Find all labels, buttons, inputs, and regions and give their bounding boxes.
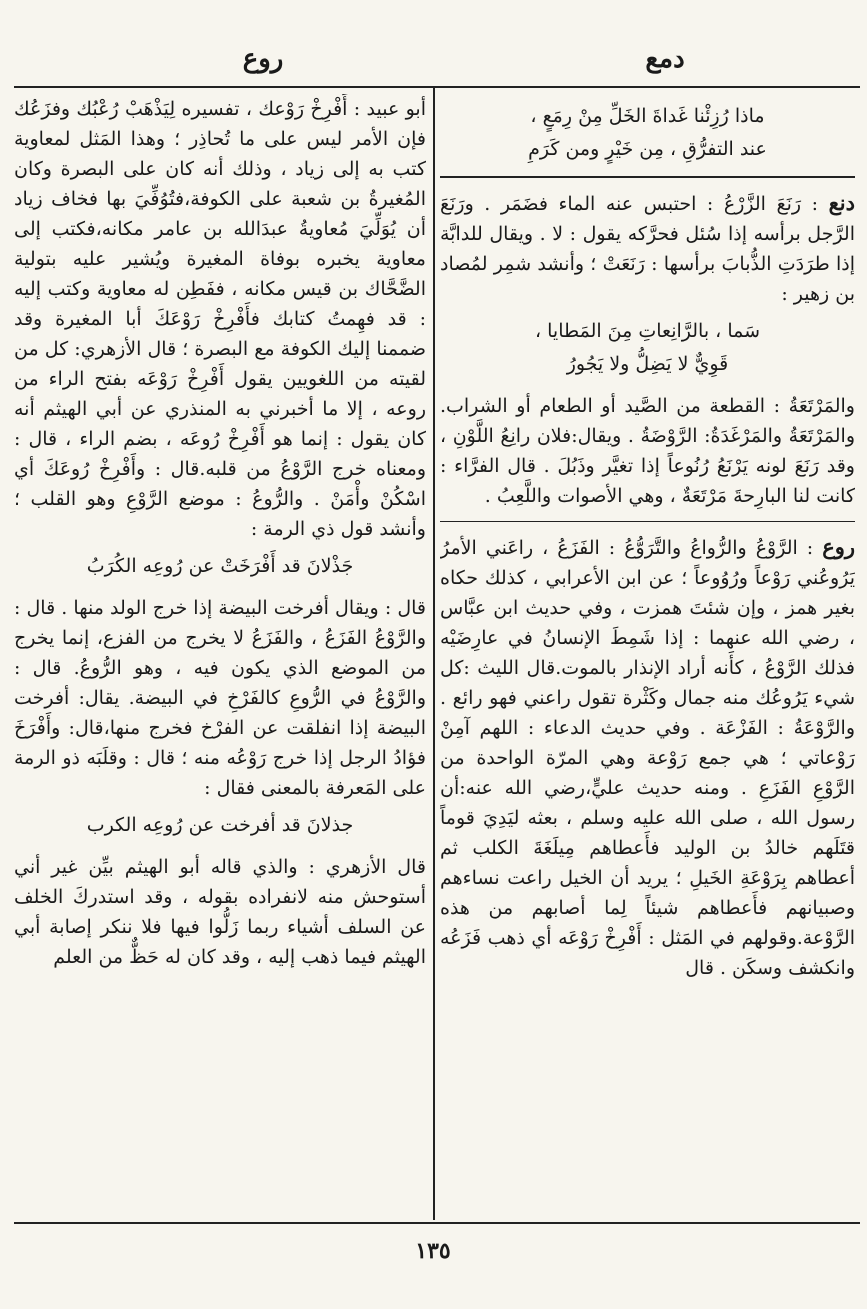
entry-separator [440,176,855,178]
entry-paragraph: والمَرْتَعَةُ : القطعة من الصَّيد أو الطعام أو الشراب. والمَرْتَعَةُ والمَرْغَدَةُ: الرَّوْضَةُ . ويقال:فلان رانِعُ اللَّوْنِ ، وقد رَنَعَ لونه يَرْنَعُ رُنُوعاً إذا تغيَّر وذَبُلَ . قال الفرَّاء : كانت لنا البارِحةَ مَرْتَعَةٌ ، وهي الأصوات واللَّعِبُ . [440,394,855,507]
entry-paragraph: أبو عبيد : أَفْرِخْ رَوْعك ، تفسيره لِيَذْهَبْ رُعْبُك وفزَعُك فإن الأمر ليس على ما تُحاذِر ؛ وهذا المَثل لمعاوية كتب به إلى زياد ، وذلك أنه كان على البصرة وكان المُغيرةُ بن شعبة على الكوفة،فتُوُفِّيَ بها فخاف زياد أن يُوَلِّيَ مُعاويةُ عبدَالله بن عامر مكانه،فكتب إلى معاوية يخبره بوفاة المغيرة ويُشير عليه بتولية الضَّحَّاك بن قيس مكانه ، ففَطِن له معاوية وكتب إليه : قد فهِمتُ كتابك فأَفْرِخْ رَوْعَكَ أبا المغيرة وقد ضممنا إليك الكوفة مع البصرة ؛ قال الأزهري: كل من لقيته من اللغويين يقول أَفْرِخْ رَوْعَه بفتح الراء من روعه ، إلا ما أخبرني به المنذري عن أبي الهيثم أنه كان يقول : إنما هو أَفْرِخْ رُوعَه ، بضم الراء ، قال : ومعناه خرج الرَّوْعُ من قلبه.قال : وأَفْرِخْ رُوعَكَ أي اسْكُنْ وأْمَنْ . والرُّوعُ : موضع الرَّوْعِ وهو القلب ؛ وأنشد قول ذي الرمة : [14,98,426,540]
left-column [14,94,426,1214]
header-left-word: روع [242,44,284,74]
verse-line: جَذْلانَ قد أَفْرَخَتْ عن رُوعِه الكُرَبُ [86,555,354,577]
entry-paragraph: قال : ويقال أفرخت البيضة إذا خرج الولد منها . قال : والرَّوْعُ الفَزَعُ ، والفَزَعُ لا يخرج من الفزع، إنما يخرج من الموضع الذي يكون فيه ، وهو الرُّوعُ. قال : والرَّوْعُ في الرُّوعِ كالفَرْخِ في البيضة. يقال: أفرخت البيضة إذا انفلقت عن الفرْخ فخرج منها،قال: وأَفْرَخَ فؤادُ الرجل إذا خرج رَوْعُه منه ؛ قال : وقلَبَه ذو الرمة على المَعرفة بالمعنى فقال : [14,597,426,799]
verse-block [440,315,855,381]
entry-paragraph [440,532,855,983]
verse-line: جذلانَ قد أفرخت عن رُوعِه الكرب [86,814,354,836]
entry-headword: دنع [828,189,855,215]
verse-line: عند التفرُّقِ ، مِن خَيْرٍ ومن كَرَمِ [528,138,767,160]
entry-paragraph [440,188,855,309]
bottom-rule [14,1222,860,1224]
verse-line: سَما ، بالرَّانِعاتِ مِنَ المَطايا ، [534,319,761,342]
right-column [440,94,855,1214]
entry-paragraph: قال الأزهري : والذي قاله أبو الهيثم بيِّن غير أني أستوحش منه لانفراده بقوله ، وقد استدركَ الخلف عن السلف أشياء ربما زَلُّوا فيها فلا ننكر إصابة أبي الهيثم فيما ذهب إليه ، وقد كان له حَظٌّ من العلم [14,856,426,968]
entry-text: : رَنَعَ الزَّرْعُ : احتبس عنه الماء فضَمَر . ورَنَعَ الرَّجل برأسه إذا سُئل فحرَّكه يقول : لا . ويقال للدابَّة إذا طرَدَتِ الذُّبابَ برأسها : رَنَعَتْ ؛ وأنشد شمِر لمُصاد بن زهير : [440,192,855,305]
entry-headword: روع [822,534,855,559]
verse-block [440,100,855,166]
verse-line: قَوِيٌّ لا يَضِلُّ ولا يَجُورُ [566,352,729,375]
page-number: ١٣٥ [415,1238,451,1264]
top-rule [14,86,860,88]
verse-block [14,809,426,842]
entry-separator [440,521,855,523]
entry-text: : الرَّوْعُ والرُّواعُ والتَّرَوُّعُ : الفَزَعُ ، راعَني الأمرُ يَرُوعُني رَوْعاً ورُوُوعاً ؛ عن ابن الأعرابي ، كذلك حكاه بغير همز ، وإن شئتَ همزت ، وفي حديث ابن عبَّاس ، رضي الله عنهما : إذا شَمِطَ الإنسانُ في عارِضَيْه فذلك الرَّوْعُ ، كأَنه أراد الإنذار بالموت.قال الليث :كل شيء يَرُوعُك منه جمال وكَثْرة تقول راعني فهو رائع . والرَّوْعَةُ : الفَزْعَة . وفي حديث الدعاء : اللهم آمِنْ رَوْعاتي ؛ هي جمع رَوْعة وهي المرّة الواحدة من الرَّوْعِ الفَزَعِ . ومنه حديث عليٍّ،رضي الله عنه:أن رسول الله ، صلى الله عليه وسلم ، بعثه ليَدِيَ قوماً قتَلَهم خالدُ بن الوليد فأَعطاهم مِيلَغَةَ الكلب ثم أعطاهم بِرَوْعَةِ الخَيلِ ؛ يريد أن الخيل راعت نساءهم وصبيانهم فأَعطاهم شيئاً لِما أصابهم من هذه الرَّوْعة.وقولهم في المَثل : أَفْرِخْ رَوْعَه أي ذهب فَزَعُه وانكشف وسكَن . قال [440,537,855,979]
verse-block [14,550,426,583]
column-divider [433,88,435,1220]
verse-line: ماذا رُزِئْنا غَداةَ الخَلِّ مِنْ رِمَعٍ ، [530,105,765,127]
header-right-word: دمع [645,44,685,74]
